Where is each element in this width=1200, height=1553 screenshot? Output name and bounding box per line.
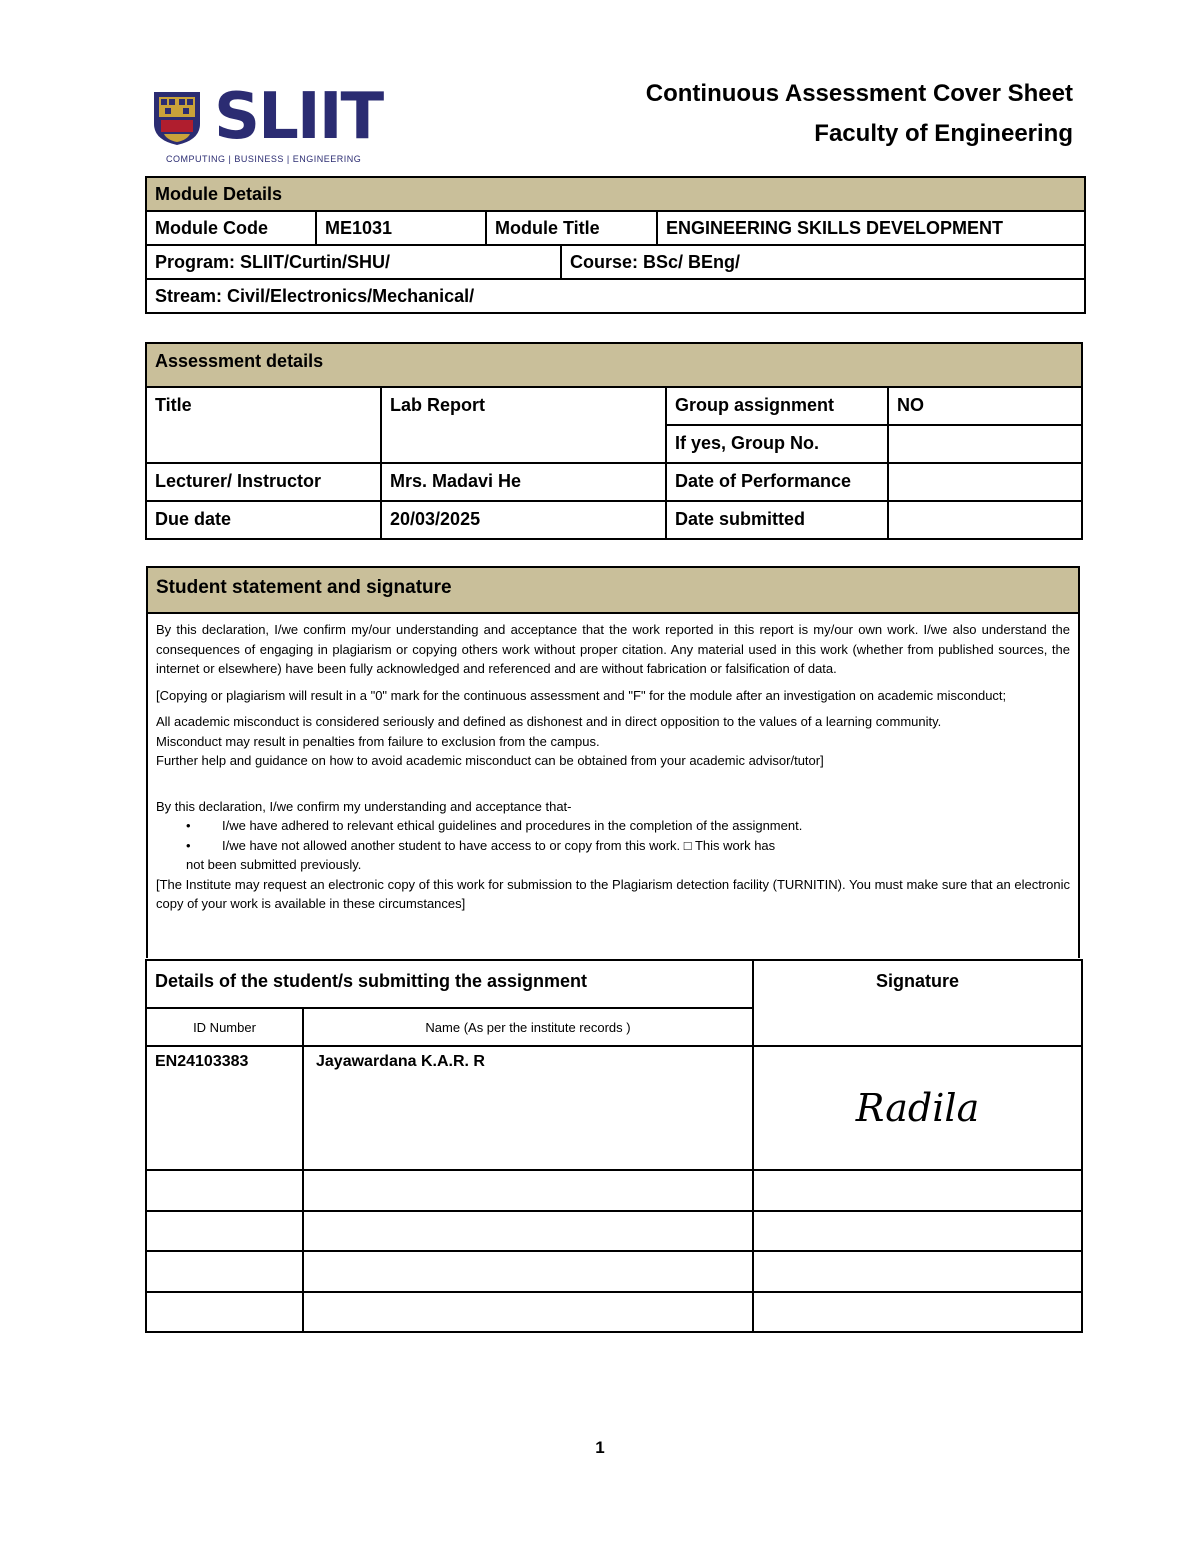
module-section-heading: Module Details [146,177,1085,211]
empty-cell [753,1292,1082,1332]
title-label: Title [146,387,381,463]
statement-paragraph: [Copying or plagiarism will result in a "0" mark for the continuous assessment and "F" for the module after an investigation on academic misconduct; [156,687,1007,703]
declaration-bullet: • I/we have adhered to relevant ethical guidelines and procedures in the completion of the assignment. [186,816,1070,836]
assessment-details-table [145,342,1083,540]
performance-date-label: Date of Performance [666,463,888,501]
group-no-label: If yes, Group No. [666,425,888,463]
students-table [145,959,1083,1333]
document-title: Continuous Assessment Cover Sheet [645,80,1073,107]
statement-paragraph: [The Institute may request an electronic copy of this work for submission to the Plagiarism detection facility (TURNITIN). You must make sure that an electronic copy of your work is available in these circumstances] [156,876,1070,911]
student-statement-box [146,566,1080,958]
id-number-header: ID Number [146,1008,303,1046]
empty-cell [303,1251,753,1292]
student-name: Jayawardana K.A.R. R [303,1046,753,1170]
student-id: EN24103383 [146,1046,303,1170]
empty-cell [146,1211,303,1251]
statement-paragraph: By this declaration, I/we confirm my/our understanding and acceptance that the work reported in this report is my/our own work. I/we also understand the consequences of engaging in plagiarism or copying others work without proper citation. Any material used in this work (whether from published sources, the internet or elsewhere) have been fully acknowledged and referenced and are without fabrication or falsification of data. [156,622,1070,676]
student-signature: Radila [855,1086,980,1130]
group-no-value [888,425,1082,463]
statement-section-heading: Student statement and signature [148,568,1078,614]
group-assignment-label: Group assignment [666,387,888,425]
students-heading: Details of the student/s submitting the assignment [146,960,753,1008]
logo-tagline: COMPUTING | BUSINESS | ENGINEERING [166,154,362,164]
module-code-label: Module Code [146,211,316,245]
assessment-section-heading: Assessment details [146,343,1082,387]
statement-line: By this declaration, I/we confirm my understanding and acceptance that- [156,798,572,814]
empty-cell [303,1170,753,1211]
logo-wordmark: SLIIT [214,80,383,154]
page-number: 1 [595,1438,605,1457]
module-details-table [145,176,1086,314]
declaration-bullet: • I/we have not allowed another student to have access to or copy from this work. □ This work has [186,836,1070,856]
due-date-value: 20/03/2025 [381,501,666,539]
empty-cell [146,1292,303,1332]
lecturer-label: Lecturer/ Instructor [146,463,381,501]
module-code-value: ME1031 [316,211,486,245]
faculty-title: Faculty of Engineering [814,120,1073,147]
date-submitted-label: Date submitted [666,501,888,539]
date-submitted-value [888,501,1082,539]
empty-cell [753,1251,1082,1292]
declaration-bullet-continuation: not been submitted previously. [186,857,362,872]
empty-cell [146,1170,303,1211]
empty-cell [303,1211,753,1251]
empty-cell [753,1211,1082,1251]
signature-heading: Signature [753,960,1082,1046]
crest-icon [152,90,202,146]
name-header: Name (As per the institute records ) [303,1008,753,1046]
title-value: Lab Report [381,387,666,463]
sliit-logo [152,80,386,170]
course-field: Course: BSc/ BEng/ [561,245,1085,279]
empty-cell [753,1170,1082,1211]
statement-line: Misconduct may result in penalties from failure to exclusion from the campus. [156,733,600,749]
performance-date-value [888,463,1082,501]
statement-line: Further help and guidance on how to avoid academic misconduct can be obtained from your academic advisor/tutor] [156,753,824,768]
empty-cell [303,1292,753,1332]
stream-field: Stream: Civil/Electronics/Mechanical/ [146,279,1085,313]
module-title-label: Module Title [486,211,657,245]
empty-cell [146,1251,303,1292]
group-assignment-value: NO [888,387,1082,425]
program-field: Program: SLIIT/Curtin/SHU/ [146,245,561,279]
due-date-label: Due date [146,501,381,539]
module-title-value: ENGINEERING SKILLS DEVELOPMENT [657,211,1085,245]
statement-line: All academic misconduct is considered seriously and defined as dishonest and in direct opposition to the values of a learning community. [156,714,942,729]
lecturer-value: Mrs. Madavi He [381,463,666,501]
